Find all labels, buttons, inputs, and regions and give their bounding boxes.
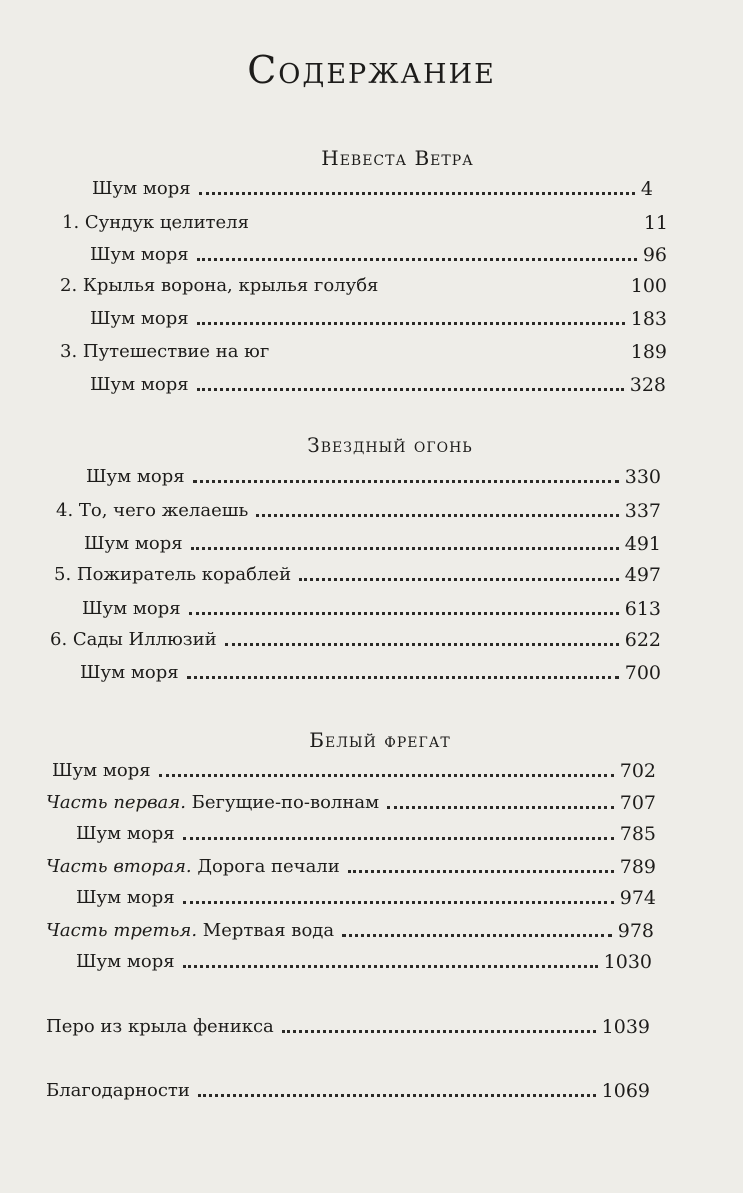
entry-page: 978 — [617, 920, 654, 942]
entry-label: Шум моря — [90, 308, 189, 329]
entry-page: 328 — [629, 374, 666, 396]
toc-entry — [62, 204, 668, 234]
toc-entry — [46, 784, 656, 814]
toc-entry — [82, 590, 661, 620]
part-prefix: Часть вторая. — [46, 856, 192, 877]
entry-label: 4. То, чего желаешь — [56, 500, 249, 521]
entry-label: 6. Сады Иллюзий — [50, 629, 217, 650]
entry-page: 622 — [624, 629, 661, 651]
entry-label — [46, 856, 340, 878]
entry-title: Дорога печали — [191, 856, 340, 877]
entry-page: 330 — [624, 466, 661, 488]
part-title: Белый фрегат — [309, 728, 451, 752]
entry-label — [46, 792, 379, 814]
entry-label: Шум моря — [90, 244, 189, 265]
part-title: Звездный огонь — [307, 433, 473, 457]
part-title: Невеста Ветра — [321, 146, 474, 170]
toc-entry — [90, 366, 666, 396]
leader-dots — [199, 192, 635, 195]
entry-label: Шум моря — [76, 887, 175, 908]
leader-dots — [197, 388, 624, 391]
toc-entry — [76, 879, 656, 909]
toc-entry — [54, 556, 661, 586]
toc-entry — [86, 458, 661, 488]
entry-label: Шум моря — [52, 760, 151, 781]
leader-dots — [193, 480, 619, 483]
entry-label: Шум моря — [92, 178, 191, 199]
entry-label: 2. Крылья ворона, крылья голубя — [60, 275, 379, 296]
entry-title: Мертвая вода — [197, 920, 335, 941]
entry-page: 1039 — [601, 1016, 650, 1038]
entry-page: 100 — [630, 275, 667, 297]
toc-entry — [60, 267, 667, 297]
toc-entry — [92, 170, 653, 200]
toc-entry — [50, 621, 661, 651]
toc-entry — [60, 333, 667, 363]
toc-entry — [56, 492, 661, 522]
leader-dots — [387, 806, 614, 809]
part-prefix: Часть первая. — [46, 792, 186, 813]
entry-page: 491 — [624, 533, 661, 555]
entry-label: Благодарности — [46, 1080, 190, 1101]
leader-dots — [198, 1094, 596, 1097]
entry-label: 3. Путешествие на юг — [60, 341, 270, 362]
entry-label: Шум моря — [90, 374, 189, 395]
leader-dots — [342, 934, 612, 937]
entry-page: 613 — [624, 598, 661, 620]
entry-label: Шум моря — [80, 662, 179, 683]
entry-page: 1069 — [601, 1080, 650, 1102]
entry-label: 5. Пожиратель кораблей — [54, 564, 292, 585]
leader-dots — [299, 578, 619, 581]
leader-dots — [189, 612, 619, 615]
entry-title: Бегущие-по-волнам — [185, 792, 380, 813]
toc-entry — [76, 943, 652, 973]
entry-page: 785 — [619, 823, 656, 845]
entry-label: 1. Сундук целителя — [62, 212, 249, 233]
leader-dots — [197, 322, 625, 325]
entry-page: 707 — [619, 792, 656, 814]
leader-dots — [191, 547, 619, 550]
leader-dots — [159, 774, 614, 777]
leader-dots — [348, 870, 614, 873]
entry-page: 11 — [643, 212, 668, 234]
entry-page: 702 — [619, 760, 656, 782]
leader-dots — [183, 901, 614, 904]
toc-entry — [80, 654, 661, 684]
entry-page: 183 — [630, 308, 667, 330]
entry-label — [46, 920, 334, 942]
toc-entry — [84, 525, 661, 555]
leader-dots — [183, 965, 598, 968]
leader-dots — [183, 837, 614, 840]
entry-page: 700 — [624, 662, 661, 684]
leader-dots — [225, 643, 619, 646]
toc-entry — [76, 815, 656, 845]
entry-label: Шум моря — [82, 598, 181, 619]
toc-entry — [46, 1072, 650, 1102]
page-title: Содержание — [247, 48, 496, 92]
toc-entry — [46, 848, 656, 878]
toc-entry — [46, 1008, 650, 1038]
leader-dots — [187, 676, 619, 679]
part-prefix: Часть третья. — [46, 920, 198, 941]
entry-page: 4 — [640, 178, 653, 200]
entry-page: 497 — [624, 564, 661, 586]
entry-label: Шум моря — [84, 533, 183, 554]
entry-page: 96 — [642, 244, 667, 266]
entry-page: 789 — [619, 856, 656, 878]
leader-dots — [282, 1030, 596, 1033]
entry-label: Шум моря — [86, 466, 185, 487]
entry-label: Шум моря — [76, 951, 175, 972]
entry-page: 974 — [619, 887, 656, 909]
leader-dots — [256, 514, 618, 517]
entry-page: 337 — [624, 500, 661, 522]
entry-page: 189 — [630, 341, 667, 363]
leader-dots — [197, 258, 637, 261]
toc-entry — [90, 236, 667, 266]
toc-entry — [90, 300, 667, 330]
entry-page: 1030 — [603, 951, 652, 973]
toc-entry — [52, 752, 656, 782]
entry-label: Перо из крыла феникса — [46, 1016, 274, 1037]
toc-entry — [46, 912, 654, 942]
entry-label: Шум моря — [76, 823, 175, 844]
